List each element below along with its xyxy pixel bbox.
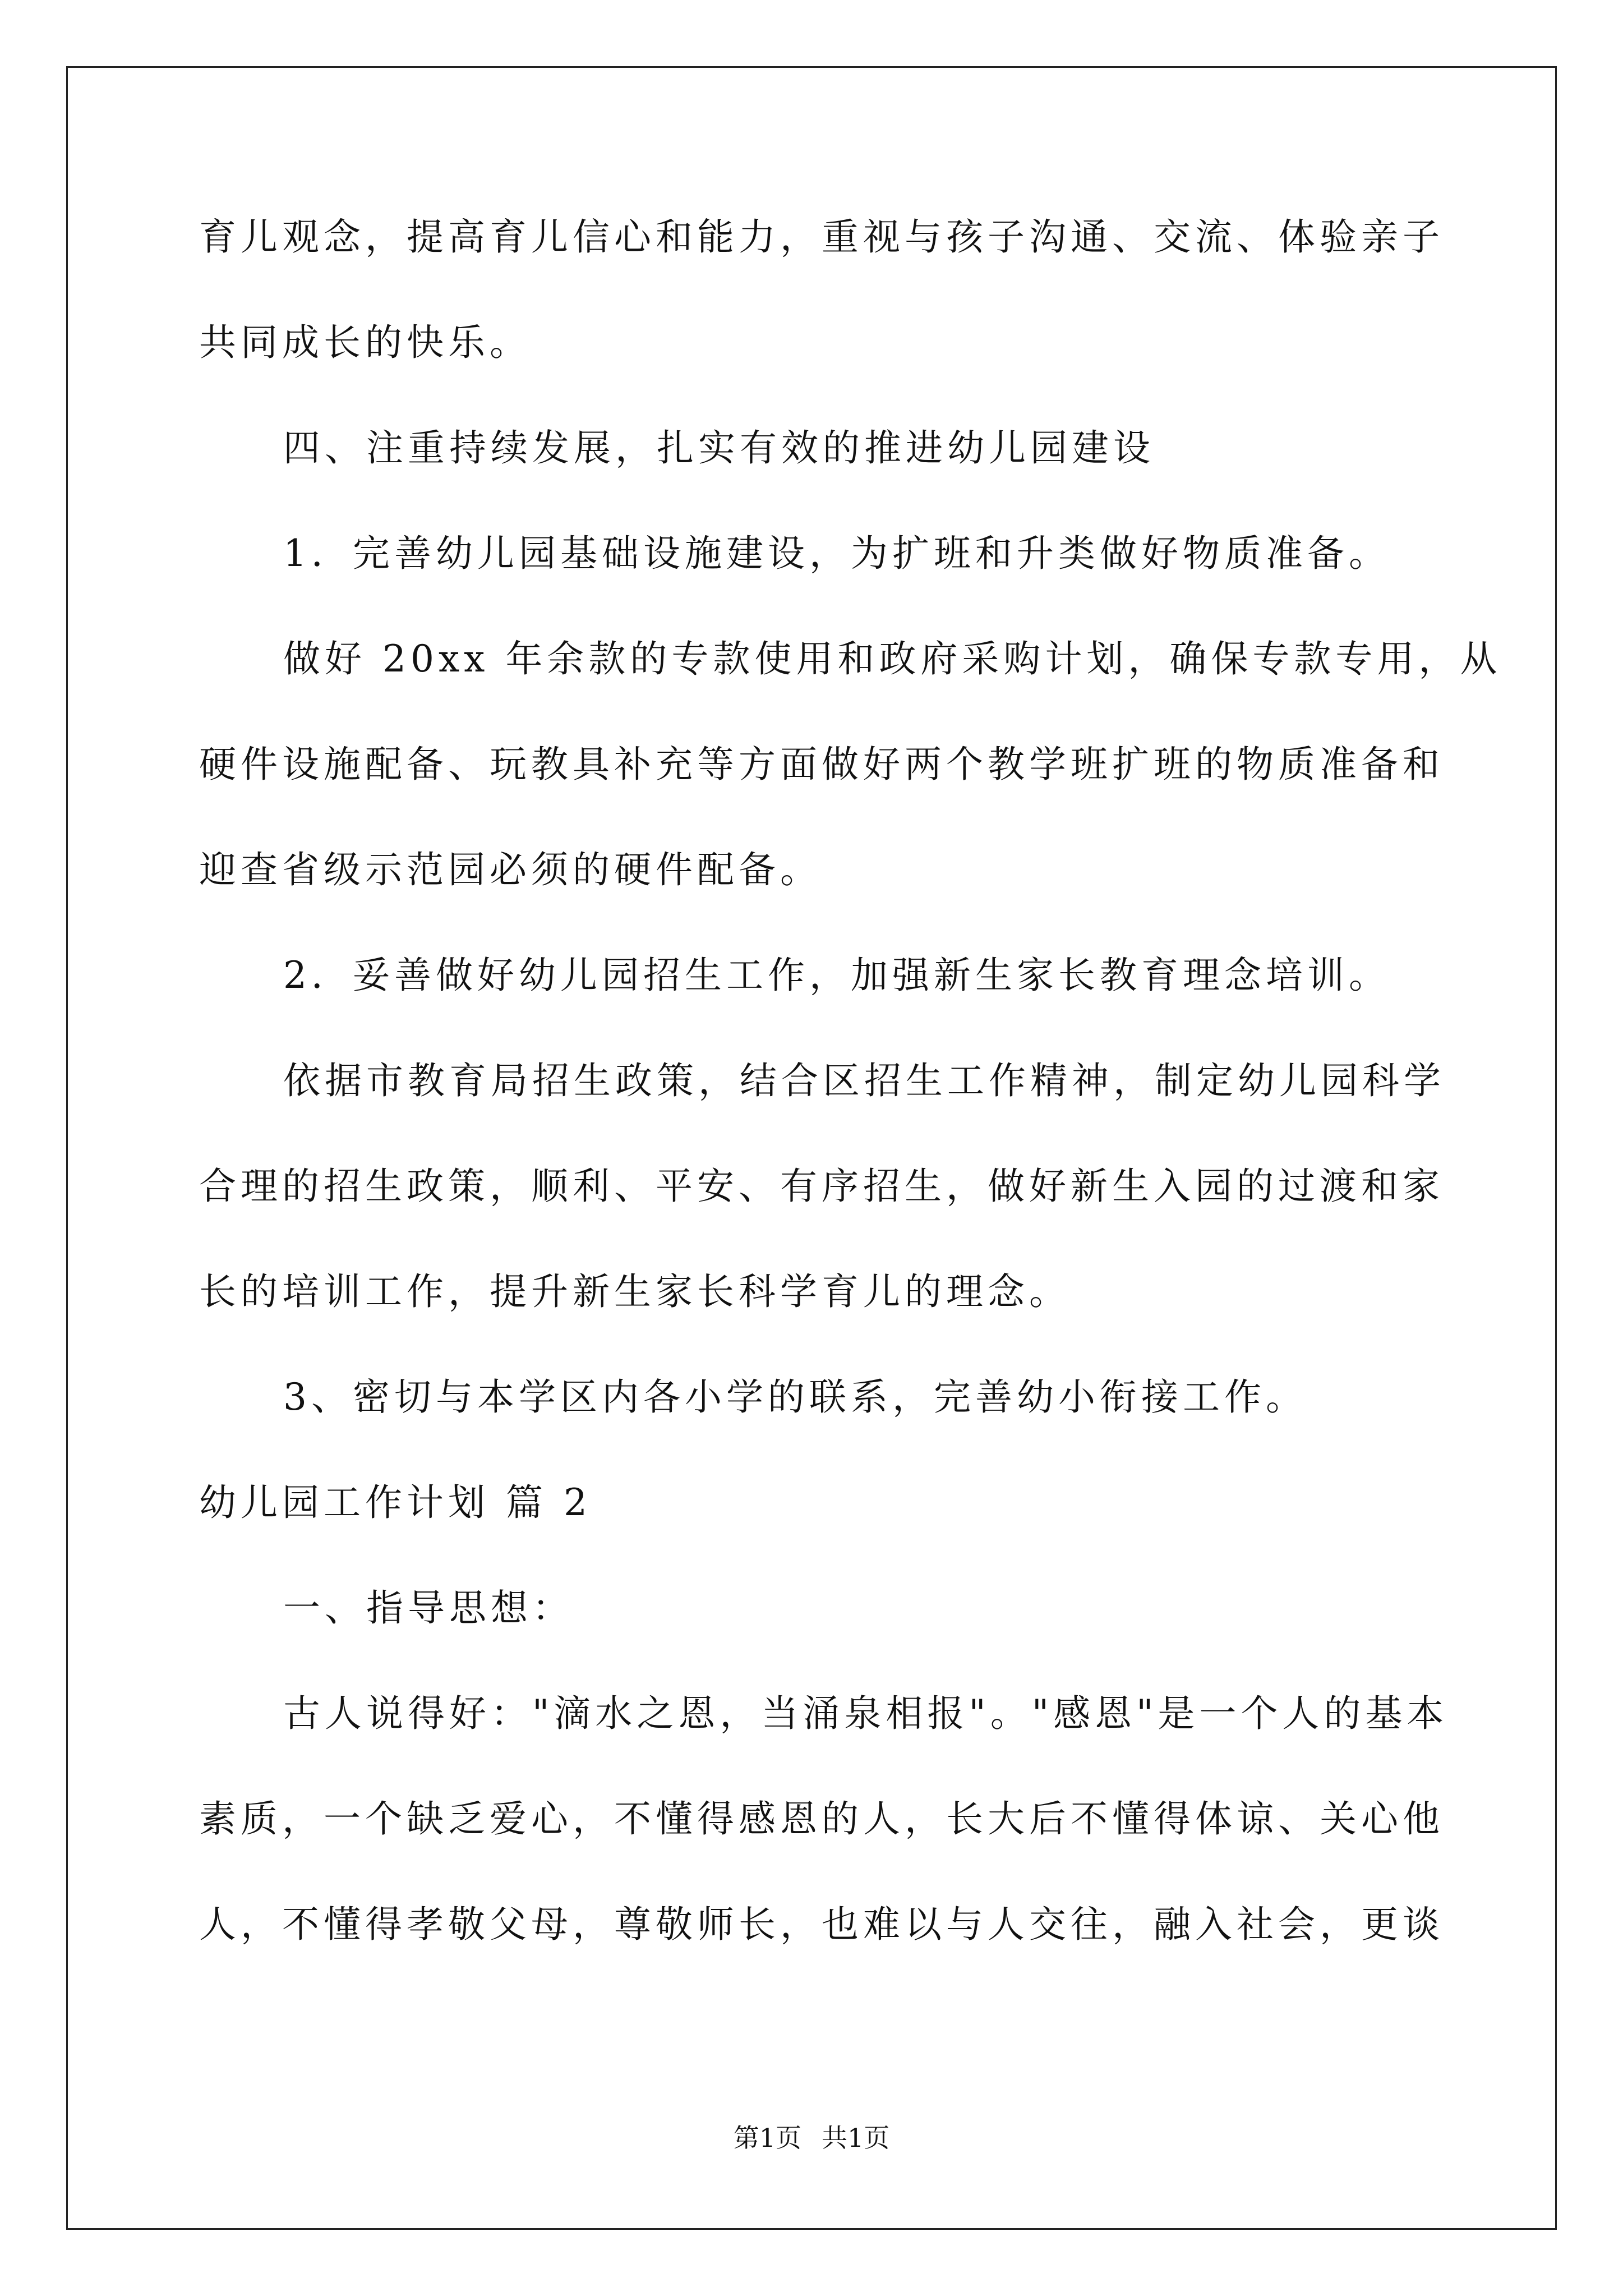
paragraph-line: 育儿观念，提高育儿信心和能力，重视与孩子沟通、交流、体验亲子 bbox=[199, 215, 1444, 259]
paragraph-line: 硬件设施配备、玩教具补充等方面做好两个教学班扩班的物质准备和 bbox=[199, 743, 1444, 786]
paragraph-line: 长的培训工作，提升新生家长科学育儿的理念。 bbox=[199, 1270, 1071, 1313]
paragraph-line: 依据市教育局招生政策，结合区招生工作精神，制定幼儿园科学 bbox=[283, 1059, 1445, 1102]
paragraph-line: 共同成长的快乐。 bbox=[199, 321, 531, 364]
subheading-line: 1．完善幼儿园基础设施建设，为扩班和升类做好物质准备。 bbox=[283, 532, 1390, 575]
paragraph-line: 古人说得好："滴水之恩，当涌泉相报"。"感恩"是一个人的基本 bbox=[283, 1692, 1449, 1735]
paragraph-line: 迎查省级示范园必须的硬件配备。 bbox=[199, 848, 822, 891]
page-number: 第1页 bbox=[733, 2123, 801, 2153]
section-heading: 一、指导思想： bbox=[283, 1586, 574, 1630]
subheading-line: 3、密切与本学区内各小学的联系，完善幼小衔接工作。 bbox=[283, 1375, 1307, 1419]
paragraph-line: 人，不懂得孝敬父母，尊敬师长，也难以与人交往，融入社会，更谈 bbox=[199, 1903, 1444, 1946]
subheading-line: 2．妥善做好幼儿园招生工作，加强新生家长教育理念培训。 bbox=[283, 954, 1390, 997]
section-heading: 四、注重持续发展，扎实有效的推进幼儿园建设 bbox=[283, 426, 1155, 470]
paragraph-line: 做好 20xx 年余款的专款使用和政府采购计划，确保专款专用，从 bbox=[283, 637, 1502, 680]
paragraph-line: 合理的招生政策，顺利、平安、有序招生，做好新生入园的过渡和家 bbox=[199, 1165, 1444, 1208]
document-title: 幼儿园工作计划 篇 2 bbox=[199, 1481, 592, 1524]
paragraph-line: 素质，一个缺乏爱心，不懂得感恩的人，长大后不懂得体谅、关心他 bbox=[199, 1797, 1444, 1841]
page-footer bbox=[0, 2121, 1623, 2155]
page-total: 共1页 bbox=[822, 2123, 890, 2153]
